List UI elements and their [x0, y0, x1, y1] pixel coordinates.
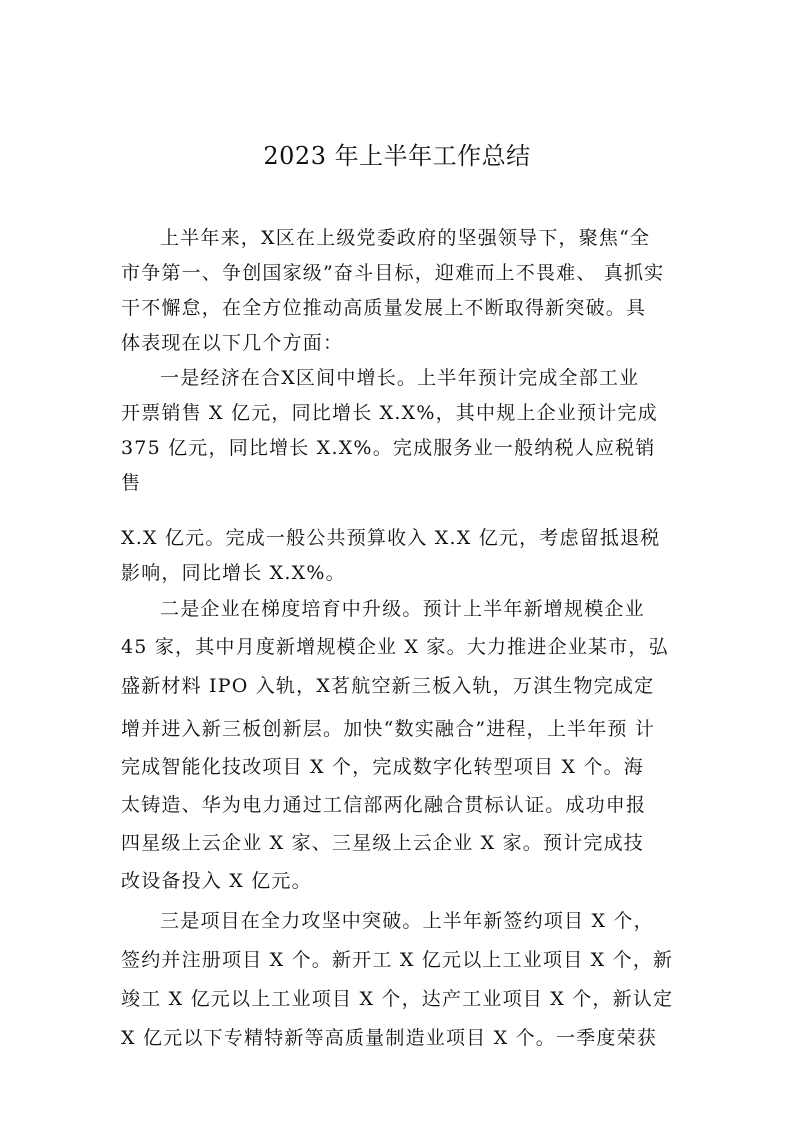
- paragraph-line: 干不懈怠，在全方位推动高质量发展上不断取得新突破。具: [121, 297, 647, 319]
- paragraph-line: X 亿元以下专精特新等高质量制造业项目 X 个。一季度荣获: [121, 1027, 657, 1049]
- paragraph-line: 市争第一、争创国家级”奋斗目标，迎难而上不畏难、 真抓实: [121, 262, 665, 284]
- paragraph-line: 售: [121, 472, 142, 494]
- paragraph-line: 二是企业在梯度培育中升级。预计上半年新增规模企业: [160, 598, 645, 620]
- paragraph-line: 影响，同比增长 X.X%。: [121, 562, 346, 584]
- paragraph-line: 四星级上云企业 X 家、三星级上云企业 X 家。预计完成技: [121, 832, 645, 854]
- paragraph-line: 太铸造、华为电力通过工信部两化融合贯标认证。成功申报: [121, 794, 647, 816]
- paragraph-line: X.X 亿元。完成一般公共预算收入 X.X 亿元，考虑留抵退税: [121, 527, 661, 549]
- paragraph-line: 盛新材料 IPO 入轨，X茗航空新三板入轨，万淇生物完成定: [121, 675, 655, 697]
- paragraph-line: 竣工 X 亿元以上工业项目 X 个，达产工业项目 X 个，新认定: [121, 988, 674, 1010]
- paragraph-line: 完成智能化技改项目 X 个，完成数字化转型项目 X 个。海: [121, 756, 645, 778]
- paragraph-line: 体表现在以下几个方面：: [121, 332, 344, 354]
- paragraph-line: 改设备投入 X 亿元。: [121, 870, 312, 892]
- paragraph-line: 开票销售 X 亿元，同比增长 X.X%，其中规上企业预计完成: [121, 402, 658, 424]
- paragraph-line: 增并进入新三板创新层。加快“数实融合”进程，上半年预 计: [121, 718, 656, 740]
- document-title: 2023 年上半年工作总结: [263, 142, 531, 170]
- paragraph-line: 签约并注册项目 X 个。新开工 X 亿元以上工业项目 X 个，新: [121, 949, 674, 971]
- paragraph-line: 一是经济在合X区间中增长。上半年预计完成全部工业: [160, 367, 640, 389]
- paragraph-line: 上半年来，X区在上级党委政府的坚强领导下，聚焦“全: [160, 227, 651, 249]
- paragraph-line: 三是项目在全力攻坚中突破。上半年新签约项目 X 个，: [160, 910, 654, 932]
- paragraph-line: 375 亿元，同比增长 X.X%。完成服务业一般纳税人应税销: [121, 437, 656, 459]
- paragraph-line: 45 家，其中月度新增规模企业 X 家。大力推进企业某市，弘: [121, 636, 669, 658]
